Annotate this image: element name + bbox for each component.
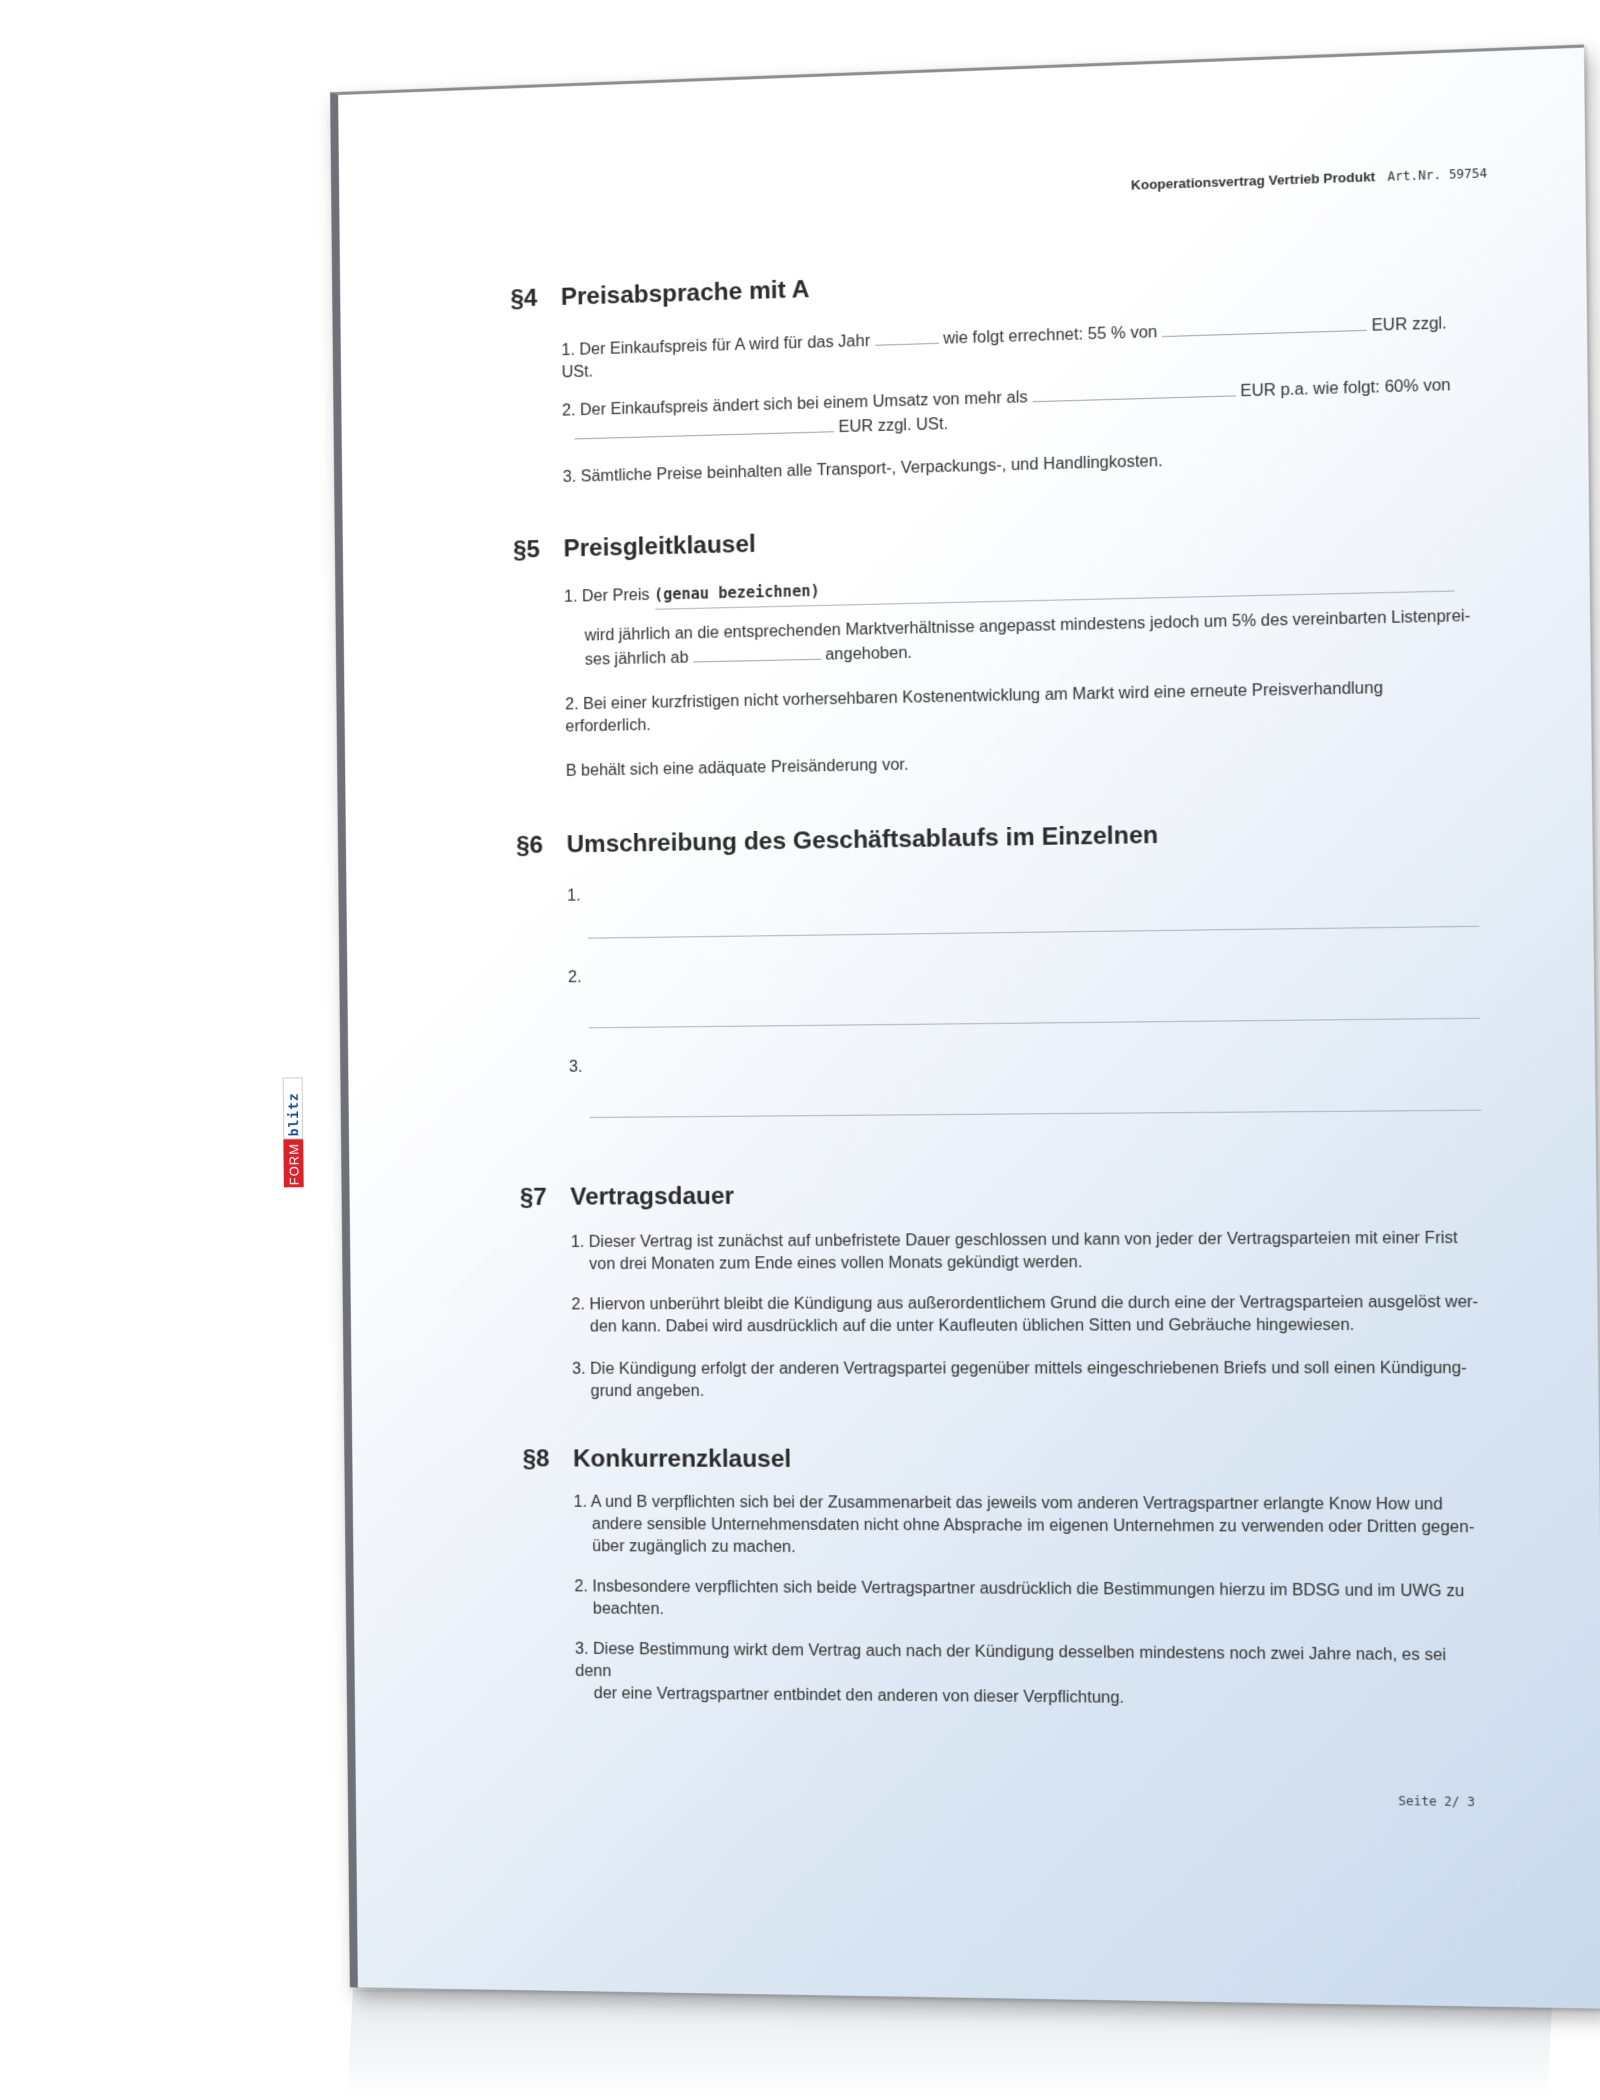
paragraph-7-3 <box>572 1358 1481 1403</box>
text: andere sensible Unternehmensdaten nicht ohne Absprache im eigenen Unternehmen zu verwenden oder Dritten gegen- <box>591 1515 1475 1537</box>
text: ses jährlich ab <box>584 649 689 669</box>
article-number: Art.Nr. 59754 <box>1387 166 1488 184</box>
text: angehoben. <box>825 644 913 664</box>
text: 1. Dieser Vertrag ist zunächst auf unbefristete Dauer geschlossen und kann von jeder der Vertragsparteien mit einer Frist <box>570 1229 1458 1252</box>
paragraph-5-1 <box>564 564 1473 609</box>
text: EUR p.a. wie folgt: 60% von <box>1240 376 1451 401</box>
text: grund angeben. <box>590 1382 705 1401</box>
section-7 <box>520 1178 1482 1403</box>
paragraph-4-1 <box>561 310 1470 384</box>
text: 1. A und B verpflichten sich bei der Zusammenarbeit das jeweils vom anderen Vertragspartner erlangte Know How und <box>573 1493 1443 1514</box>
blank-line-2[interactable] <box>589 1018 1481 1029</box>
section-title: Konkurrenzklausel <box>572 1445 792 1473</box>
section-5 <box>513 513 1474 784</box>
list-item: 2. <box>567 968 582 987</box>
text: 3. Die Kündigung erfolgt der anderen Vertragspartei gegenüber mittels eingeschriebenen Briefs und soll einen Kündigung- <box>572 1359 1467 1378</box>
text: wird jährlich an die entsprechenden Marktverhältnisse angepasst mindestens jedoch um 5% des vereinbarten Listenprei- <box>584 607 1471 645</box>
paragraph-8-3 <box>575 1639 1485 1713</box>
text: 1. Der Einkaufspreis für A wird für das Jahr <box>561 332 871 360</box>
text: von drei Monaten zum Ende eines vollen Monats gekündigt werden. <box>589 1253 1083 1274</box>
text: EUR zzgl. USt. <box>838 415 949 437</box>
text: 2. Insbesondere verpflichten sich beide Vertragspartner ausdrücklich die Bestimmungen hierzu im BDSG und im UWG zu <box>574 1578 1465 1601</box>
section-title: Preisabsprache mit A <box>560 275 810 311</box>
paragraph-7-2 <box>571 1292 1480 1339</box>
text: EUR zzgl. USt. <box>561 315 1447 382</box>
document-title: Kooperationsvertrag Vertrieb Produkt <box>1130 168 1376 193</box>
section-8 <box>523 1445 1485 1713</box>
section-number: §4 <box>510 284 538 313</box>
text: der eine Vertragspartner entbindet den anderen von dieser Verpflichtung. <box>593 1685 1125 1707</box>
section-number: §8 <box>522 1445 550 1473</box>
text: 2. Hiervon unberührt bleibt die Kündigung aus außerordentlichem Grund die durch eine der Vertragsparteien ausgelöst wer- <box>571 1293 1479 1314</box>
section-number: §7 <box>519 1183 547 1212</box>
page-number: Seite 2/ 3 <box>1398 1793 1476 1810</box>
page-wrapper <box>286 44 1600 2008</box>
blank-line-1[interactable] <box>588 926 1480 939</box>
section-heading <box>510 254 1469 319</box>
logo-blitz-part <box>283 1077 304 1139</box>
blank-field-turnover[interactable] <box>1032 379 1236 402</box>
section-6 <box>516 816 1478 1118</box>
blank-line-3[interactable] <box>590 1110 1482 1118</box>
section-heading <box>516 816 1475 866</box>
text: den kann. Dabei wird ausdrücklich auf die unter Kaufleuten üblichen Sitten und Gebräuche hingewiesen. <box>589 1316 1355 1336</box>
list-item: 1. <box>567 887 581 905</box>
text: beachten. <box>592 1600 665 1619</box>
text: über zugänglich zu machen. <box>592 1538 796 1557</box>
text: 2. Der Einkaufspreis ändert sich bei einem Umsatz von mehr als <box>561 389 1028 420</box>
section-4 <box>510 254 1471 490</box>
section-number: §6 <box>516 831 544 860</box>
section-title: Preisgleitklausel <box>563 530 756 563</box>
document-page <box>330 44 1600 2008</box>
logo-text-form: FORM <box>286 1143 302 1186</box>
paragraph-4-2 <box>562 372 1471 447</box>
blank-field-year[interactable] <box>875 327 939 346</box>
blank-field-date[interactable] <box>693 643 821 663</box>
logo-form-part <box>283 1139 303 1187</box>
blank-field-amount-2[interactable] <box>574 415 834 439</box>
page-reflection <box>347 1990 1553 2100</box>
blank-field-amount[interactable] <box>1162 313 1367 337</box>
logo-text-blitz: blitz <box>286 1092 303 1137</box>
section-heading <box>513 513 1472 571</box>
paragraph-5-1-continued <box>585 606 1474 672</box>
text: 1. Der Preis <box>563 586 650 606</box>
section-heading <box>523 1445 1483 1481</box>
document-header <box>1131 165 1487 193</box>
paragraph-8-1 <box>573 1492 1483 1563</box>
section-number: §5 <box>512 535 541 564</box>
paragraph-4-3: 3. Sämtliche Preise beinhalten alle Transport-, Verpackungs-, und Handlingkosten. <box>562 452 1163 487</box>
paragraph-5-2: 2. Bei einer kurzfristigen nicht vorhersehbaren Kostenentwicklung am Markt wird eine erneute Preisverhandlung erforderlich. <box>565 679 1384 736</box>
section-heading <box>520 1178 1479 1218</box>
placeholder-instruction: (genau bezeichnen) <box>653 581 820 604</box>
paragraph-8-2 <box>574 1576 1483 1626</box>
paragraph-7-1 <box>571 1227 1480 1276</box>
section-title: Vertragsdauer <box>570 1182 735 1211</box>
text: 3. Diese Bestimmung wirkt dem Vertrag auch nach der Kündigung desselben mindestens noch zwei Jahre nach, es sei denn <box>574 1640 1447 1681</box>
text: wie folgt errechnet: 55 % von <box>943 323 1158 348</box>
list-item: 3. <box>568 1058 583 1076</box>
paragraph-5-3: B behält sich eine adäquate Preisänderung vor. <box>565 756 909 780</box>
formblitz-logo <box>283 1077 304 1187</box>
section-title: Umschreibung des Geschäftsablaufs im Einzelnen <box>566 821 1159 859</box>
